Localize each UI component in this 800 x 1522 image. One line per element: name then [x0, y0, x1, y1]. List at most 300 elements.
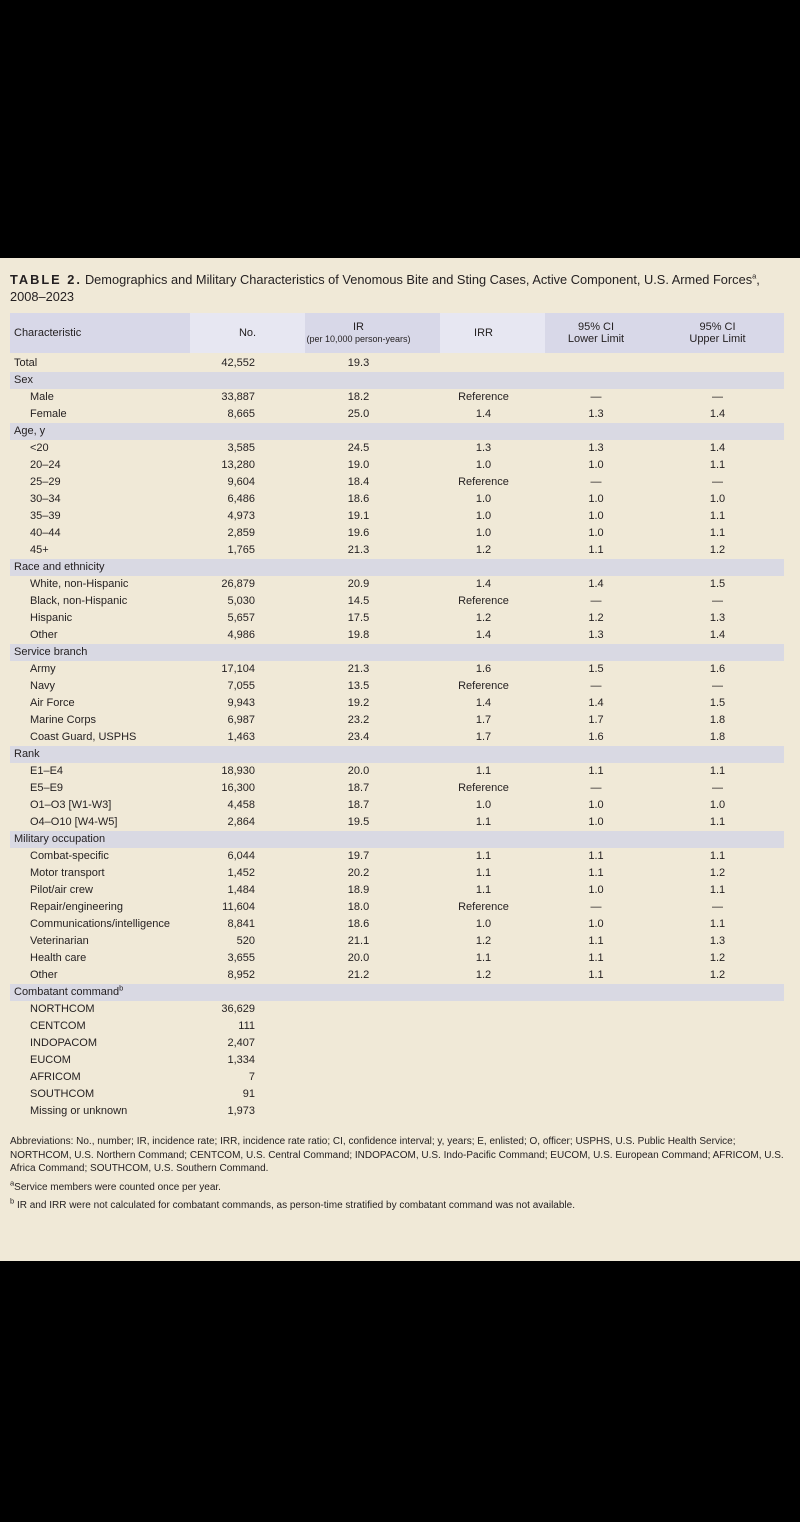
cell-irr: 1.0 [475, 493, 492, 505]
cell-no: 5,657 [227, 612, 255, 624]
cell-ci-lower: 1.1 [588, 952, 604, 964]
table-row [10, 440, 784, 457]
cell-ci-upper: 1.4 [709, 629, 726, 641]
cell-ci-lower: 1.1 [588, 935, 604, 947]
cell-characteristic: Total [14, 357, 38, 369]
cell-irr: 1.1 [475, 952, 492, 964]
cell-ir: 18.6 [347, 918, 370, 930]
table-row [10, 865, 784, 882]
header-irr: IRR [440, 313, 545, 353]
cell-ir: 19.1 [347, 510, 370, 522]
cell-ci-lower: 1.5 [588, 663, 604, 675]
cell-irr: 1.2 [475, 544, 492, 556]
cell-ci-upper: 1.5 [709, 578, 726, 590]
cell-ci-lower: 1.0 [588, 816, 604, 828]
section-label: Sex [14, 374, 33, 386]
table-row [10, 1086, 784, 1103]
table-row [10, 797, 784, 814]
section-row [10, 984, 784, 1001]
cell-ci-lower: 1.4 [588, 697, 604, 709]
cell-irr: 1.1 [475, 850, 492, 862]
cell-no: 7,055 [227, 680, 255, 692]
table-row [10, 1035, 784, 1052]
cell-characteristic: 30–34 [30, 493, 61, 505]
footnote-b: $^b$ IR and IRR were not calculated for combatant commands, as person-time stratified by combatant command was not available. [10, 1196, 575, 1211]
table-row [10, 474, 784, 491]
cell-characteristic: Veterinarian [30, 935, 89, 947]
cell-ci-upper: 1.5 [709, 697, 726, 709]
cell-ci-lower: 1.0 [588, 493, 604, 505]
cell-ci-upper: 1.8 [709, 731, 726, 743]
cell-ci-lower: 1.0 [588, 918, 604, 930]
cell-no: 1,765 [227, 544, 255, 556]
cell-no: 11,604 [222, 901, 255, 913]
cell-no: 4,986 [227, 629, 255, 641]
table-body [10, 355, 784, 1120]
cell-ci-upper: 1.3 [709, 612, 726, 624]
cell-ir: 18.4 [347, 476, 370, 488]
table-row [10, 916, 784, 933]
cell-ci-upper [665, 1052, 784, 1069]
cell-irr: 1.2 [475, 935, 492, 947]
cell-characteristic: Coast Guard, USPHS [30, 731, 137, 743]
cell-no: 42,552 [221, 357, 255, 369]
table-row [10, 576, 784, 593]
cell-characteristic: Other [30, 969, 58, 981]
cell-ci-lower: 1.0 [588, 799, 604, 811]
cell-irr [440, 1018, 545, 1035]
table-row [10, 627, 784, 644]
cell-characteristic: O1–O3 [W1-W3] [30, 799, 112, 811]
cell-irr: 1.0 [475, 918, 492, 930]
cell-ir [305, 1001, 440, 1018]
table-row [10, 695, 784, 712]
header-ir-units: (per 10,000 person-years) [306, 333, 411, 344]
table-row [10, 1052, 784, 1069]
cell-ci-lower: — [590, 476, 602, 488]
cell-irr: 1.1 [475, 867, 492, 879]
cell-ir: 23.4 [347, 731, 370, 743]
header-ci-upper: 95% CI Upper Limit [665, 313, 784, 353]
cell-ci-upper: 1.6 [709, 663, 726, 675]
cell-ir: 18.7 [347, 799, 370, 811]
cell-ci-lower: 1.0 [588, 527, 604, 539]
cell-ci-upper: — [712, 901, 723, 913]
cell-ir: 19.8 [347, 629, 370, 641]
table-row [10, 763, 784, 780]
cell-ci-lower [545, 1052, 665, 1069]
table-row [10, 525, 784, 542]
section-row [10, 559, 784, 576]
cell-no: 6,987 [227, 714, 255, 726]
table-row [10, 814, 784, 831]
cell-characteristic: E1–E4 [30, 765, 64, 777]
cell-ci-lower: — [590, 391, 602, 403]
cell-no: 7 [248, 1071, 255, 1083]
cell-irr: 1.3 [475, 442, 492, 454]
cell-no: 1,334 [227, 1054, 255, 1066]
cell-characteristic: Repair/engineering [30, 901, 123, 913]
cell-no: 13,280 [221, 459, 255, 471]
cell-irr: Reference [458, 901, 509, 913]
header-no: No. [190, 313, 305, 353]
cell-characteristic: E5–E9 [30, 782, 64, 794]
table-row [10, 1069, 784, 1086]
table-row [10, 491, 784, 508]
cell-irr: 1.1 [475, 816, 492, 828]
cell-ci-upper: 1.1 [709, 510, 726, 522]
cell-characteristic: Army [30, 663, 56, 675]
footnotes [10, 1135, 786, 1213]
cell-ir [305, 1035, 440, 1052]
cell-ci-lower [545, 355, 665, 372]
cell-ir: 18.0 [347, 901, 370, 913]
cell-no: 6,486 [227, 493, 255, 505]
cell-irr: 1.0 [475, 510, 492, 522]
table-title-superscript: a [752, 271, 757, 281]
table-row [10, 508, 784, 525]
section-superscript: b [119, 983, 124, 993]
cell-ir [305, 1069, 440, 1086]
cell-irr: 1.1 [475, 884, 492, 896]
cell-ci-upper [665, 1103, 784, 1120]
cell-no: 8,665 [227, 408, 255, 420]
cell-characteristic: 35–39 [30, 510, 61, 522]
cell-no: 4,458 [227, 799, 255, 811]
cell-characteristic: Navy [30, 680, 56, 692]
cell-no: 18,930 [221, 765, 255, 777]
cell-irr: 1.2 [475, 612, 492, 624]
cell-no: 8,841 [227, 918, 255, 930]
cell-no: 5,030 [227, 595, 255, 607]
cell-ci-lower: 1.1 [588, 544, 604, 556]
cell-irr: 1.6 [475, 663, 492, 675]
cell-ci-upper: 1.3 [709, 935, 726, 947]
cell-ir: 20.9 [347, 578, 370, 590]
cell-ci-upper: — [712, 782, 723, 794]
cell-ci-upper [665, 355, 784, 372]
table-row [10, 712, 784, 729]
cell-ci-upper: — [712, 595, 723, 607]
cell-irr: 1.4 [475, 629, 492, 641]
table-row [10, 950, 784, 967]
cell-irr: 1.4 [475, 697, 492, 709]
cell-irr: 1.2 [475, 969, 492, 981]
cell-no: 9,604 [227, 476, 255, 488]
cell-ci-lower [545, 1035, 665, 1052]
cell-characteristic: Combat-specific [30, 850, 109, 862]
cell-ci-upper [665, 1001, 784, 1018]
cell-ci-upper [665, 1018, 784, 1035]
table-header-row [10, 313, 784, 353]
cell-ci-upper: 1.1 [709, 459, 726, 471]
cell-no: 16,300 [221, 782, 255, 794]
cell-characteristic: AFRICOM [30, 1071, 81, 1083]
cell-irr: 1.4 [475, 578, 492, 590]
table-row [10, 1103, 784, 1120]
cell-characteristic: Pilot/air crew [30, 884, 93, 896]
table-title-text: Demographics and Military Characteristics of Venomous Bite and Sting Cases, Active Component, U.S. Armed Forces [84, 272, 753, 287]
cell-ci-lower: 1.3 [588, 442, 604, 454]
table-row [10, 610, 784, 627]
section-label: Combatant command$^b$ [14, 983, 124, 998]
cell-no: 33,887 [221, 391, 255, 403]
section-label: Military occupation [14, 833, 106, 845]
cell-irr [440, 355, 545, 372]
cell-ci-lower [545, 1086, 665, 1103]
cell-ci-upper: 1.0 [709, 493, 726, 505]
cell-characteristic: Communications/intelligence [30, 918, 171, 930]
cell-ir: 21.2 [347, 969, 370, 981]
cell-ci-upper: 1.4 [709, 442, 726, 454]
cell-ci-upper: 1.1 [709, 816, 726, 828]
cell-characteristic: 40–44 [30, 527, 61, 539]
cell-no: 1,452 [227, 867, 255, 879]
cell-irr: Reference [458, 476, 509, 488]
cell-characteristic: SOUTHCOM [30, 1088, 95, 1100]
cell-no: 1,484 [227, 884, 255, 896]
cell-characteristic: INDOPACOM [30, 1037, 98, 1049]
cell-ir [305, 1103, 440, 1120]
section-label: Age, y [14, 425, 46, 437]
cell-ci-upper: 1.1 [709, 527, 726, 539]
cell-irr: 1.4 [475, 408, 492, 420]
cell-ci-lower: 1.3 [588, 408, 604, 420]
cell-ir: 18.9 [347, 884, 370, 896]
cell-characteristic: EUCOM [30, 1054, 71, 1066]
cell-no: 520 [236, 935, 255, 947]
cell-ci-upper: 1.2 [709, 952, 726, 964]
cell-characteristic: Air Force [30, 697, 75, 709]
cell-irr: 1.0 [475, 527, 492, 539]
cell-characteristic: 20–24 [30, 459, 61, 471]
cell-ci-upper: 1.1 [709, 765, 726, 777]
table-row [10, 406, 784, 423]
cell-ci-lower: 1.1 [588, 850, 604, 862]
cell-no: 2,859 [227, 527, 255, 539]
cell-characteristic: Hispanic [30, 612, 73, 624]
cell-characteristic: Health care [30, 952, 87, 964]
cell-ci-upper: — [712, 391, 723, 403]
cell-characteristic: Male [30, 391, 54, 403]
cell-ir: 19.2 [347, 697, 370, 709]
table-row [10, 389, 784, 406]
section-label: Race and ethnicity [14, 561, 105, 573]
cell-ir: 20.0 [347, 952, 370, 964]
cell-ir: 20.2 [347, 867, 370, 879]
cell-ci-upper: — [712, 680, 723, 692]
cell-no: 3,585 [227, 442, 255, 454]
cell-characteristic: 45+ [30, 544, 49, 556]
cell-ci-upper: 1.1 [709, 918, 726, 930]
cell-ci-upper: 1.1 [709, 850, 726, 862]
cell-irr: 1.7 [475, 714, 492, 726]
cell-ci-upper: 1.1 [709, 884, 726, 896]
cell-no: 111 [238, 1020, 255, 1032]
cell-irr [440, 1069, 545, 1086]
cell-ci-upper [665, 1035, 784, 1052]
cell-no: 26,879 [221, 578, 255, 590]
section-label: Rank [14, 748, 40, 760]
cell-ci-lower: 1.1 [588, 765, 604, 777]
cell-ir: 19.0 [347, 459, 370, 471]
cell-irr [440, 1035, 545, 1052]
bottom-black-bar [0, 1261, 800, 1522]
cell-ci-lower: 1.2 [588, 612, 604, 624]
cell-ir: 14.5 [347, 595, 370, 607]
cell-ci-lower: — [590, 595, 602, 607]
cell-no: 2,864 [227, 816, 255, 828]
cell-ir: 19.3 [347, 357, 370, 369]
section-row [10, 644, 784, 661]
cell-ir: 21.1 [347, 935, 370, 947]
cell-no: 1,463 [227, 731, 255, 743]
header-ci-lower: 95% CI Lower Limit [545, 313, 665, 353]
cell-ci-lower [545, 1001, 665, 1018]
cell-irr: 1.0 [475, 459, 492, 471]
cell-irr [440, 1103, 545, 1120]
cell-ci-upper: 1.8 [709, 714, 726, 726]
table-number-label: TABLE 2. [10, 272, 82, 287]
cell-no: 1,973 [227, 1105, 255, 1117]
table-row [10, 933, 784, 950]
table-row [10, 661, 784, 678]
cell-irr: Reference [458, 391, 509, 403]
section-row [10, 746, 784, 763]
top-black-bar [0, 0, 800, 258]
cell-irr: Reference [458, 595, 509, 607]
cell-no: 3,655 [227, 952, 255, 964]
cell-no: 6,044 [227, 850, 255, 862]
cell-no: 8,952 [227, 969, 255, 981]
cell-ci-upper: 1.2 [709, 544, 726, 556]
cell-no: 17,104 [221, 663, 255, 675]
cell-ir: 21.3 [347, 663, 370, 675]
cell-characteristic: 25–29 [30, 476, 61, 488]
data-table [10, 313, 784, 1120]
cell-ci-lower [545, 1018, 665, 1035]
cell-ci-lower [545, 1103, 665, 1120]
table-row [10, 848, 784, 865]
cell-no: 4,973 [227, 510, 255, 522]
cell-no: 2,407 [227, 1037, 255, 1049]
table-row [10, 967, 784, 984]
cell-ci-lower: 1.0 [588, 510, 604, 522]
cell-irr: 1.0 [475, 799, 492, 811]
cell-ir: 18.6 [347, 493, 370, 505]
cell-ci-lower: 1.0 [588, 459, 604, 471]
cell-ir: 24.5 [347, 442, 370, 454]
cell-ci-lower [545, 1069, 665, 1086]
cell-ir: 18.2 [347, 391, 370, 403]
cell-ci-lower: — [590, 782, 602, 794]
section-row [10, 423, 784, 440]
cell-irr [440, 1086, 545, 1103]
table-row [10, 729, 784, 746]
cell-characteristic: <20 [30, 442, 49, 454]
cell-ir: 18.7 [347, 782, 370, 794]
section-row [10, 372, 784, 389]
cell-irr: 1.7 [475, 731, 492, 743]
cell-ci-upper: — [712, 476, 723, 488]
table-row [10, 780, 784, 797]
cell-ir: 13.5 [347, 680, 370, 692]
cell-ci-lower: 1.3 [588, 629, 604, 641]
cell-ir [305, 1086, 440, 1103]
cell-ci-lower: 1.4 [588, 578, 604, 590]
cell-ci-lower: — [590, 680, 602, 692]
cell-characteristic: White, non-Hispanic [30, 578, 129, 590]
cell-ci-lower: 1.1 [588, 969, 604, 981]
cell-characteristic: NORTHCOM [30, 1003, 95, 1015]
cell-characteristic: Marine Corps [30, 714, 97, 726]
cell-irr: Reference [458, 782, 509, 794]
cell-no: 91 [242, 1088, 255, 1100]
cell-ci-lower: 1.7 [588, 714, 604, 726]
table-row [10, 882, 784, 899]
table-row [10, 355, 784, 372]
cell-ir: 19.7 [347, 850, 370, 862]
table-page [0, 258, 800, 1261]
cell-ir: 23.2 [347, 714, 370, 726]
cell-ci-upper: 1.2 [709, 969, 726, 981]
table-row [10, 1018, 784, 1035]
cell-characteristic: Black, non-Hispanic [30, 595, 128, 607]
table-row [10, 1001, 784, 1018]
table-title-years: , 2008–2023 [10, 272, 760, 304]
cell-ir: 21.3 [347, 544, 370, 556]
table-title [10, 272, 788, 305]
table-row [10, 899, 784, 916]
header-ir: IR (per 10,000 person-years) [305, 313, 440, 353]
table-row [10, 678, 784, 695]
cell-ci-lower: 1.1 [588, 867, 604, 879]
header-characteristic: Characteristic [10, 313, 190, 353]
cell-ir: 19.6 [347, 527, 370, 539]
footnote-a: $^a$Service members were counted once per year. [10, 1178, 221, 1193]
cell-ci-upper [665, 1086, 784, 1103]
table-row [10, 542, 784, 559]
cell-characteristic: Motor transport [30, 867, 105, 879]
cell-ci-upper [665, 1069, 784, 1086]
cell-characteristic: Female [30, 408, 67, 420]
cell-ir: 17.5 [347, 612, 370, 624]
cell-irr: Reference [458, 680, 509, 692]
cell-ci-lower: — [590, 901, 602, 913]
cell-characteristic: Missing or unknown [30, 1105, 128, 1117]
cell-ci-upper: 1.2 [709, 867, 726, 879]
cell-characteristic: CENTCOM [30, 1020, 86, 1032]
table-row [10, 457, 784, 474]
cell-ci-lower: 1.6 [588, 731, 604, 743]
abbreviations-note: Abbreviations: No., number; IR, incidence rate; IRR, incidence rate ratio; CI, confidence interval; y, years; E, enlisted; O, officer; USPHS, U.S. Public Health Service; NORTHCOM, U.S. Northern Command; CENTCOM, U.S. Central Command; INDOPACOM, U.S. Indo-Pacific Command; EUCOM, U.S. European Command; AFRICOM, U.S. Africa Command; SOUTHCOM, U.S. Southern Command. [10, 1136, 784, 1174]
cell-ci-lower: 1.0 [588, 884, 604, 896]
cell-ir [305, 1052, 440, 1069]
cell-irr: 1.1 [475, 765, 492, 777]
cell-ir: 19.5 [347, 816, 370, 828]
section-row [10, 831, 784, 848]
cell-ir [305, 1018, 440, 1035]
cell-no: 36,629 [221, 1003, 255, 1015]
cell-ir: 20.0 [347, 765, 370, 777]
cell-characteristic: O4–O10 [W4-W5] [30, 816, 118, 828]
table-row [10, 593, 784, 610]
section-label: Service branch [14, 646, 88, 658]
cell-characteristic: Other [30, 629, 58, 641]
cell-ci-upper: 1.4 [709, 408, 726, 420]
cell-ci-upper: 1.0 [709, 799, 726, 811]
cell-irr [440, 1052, 545, 1069]
